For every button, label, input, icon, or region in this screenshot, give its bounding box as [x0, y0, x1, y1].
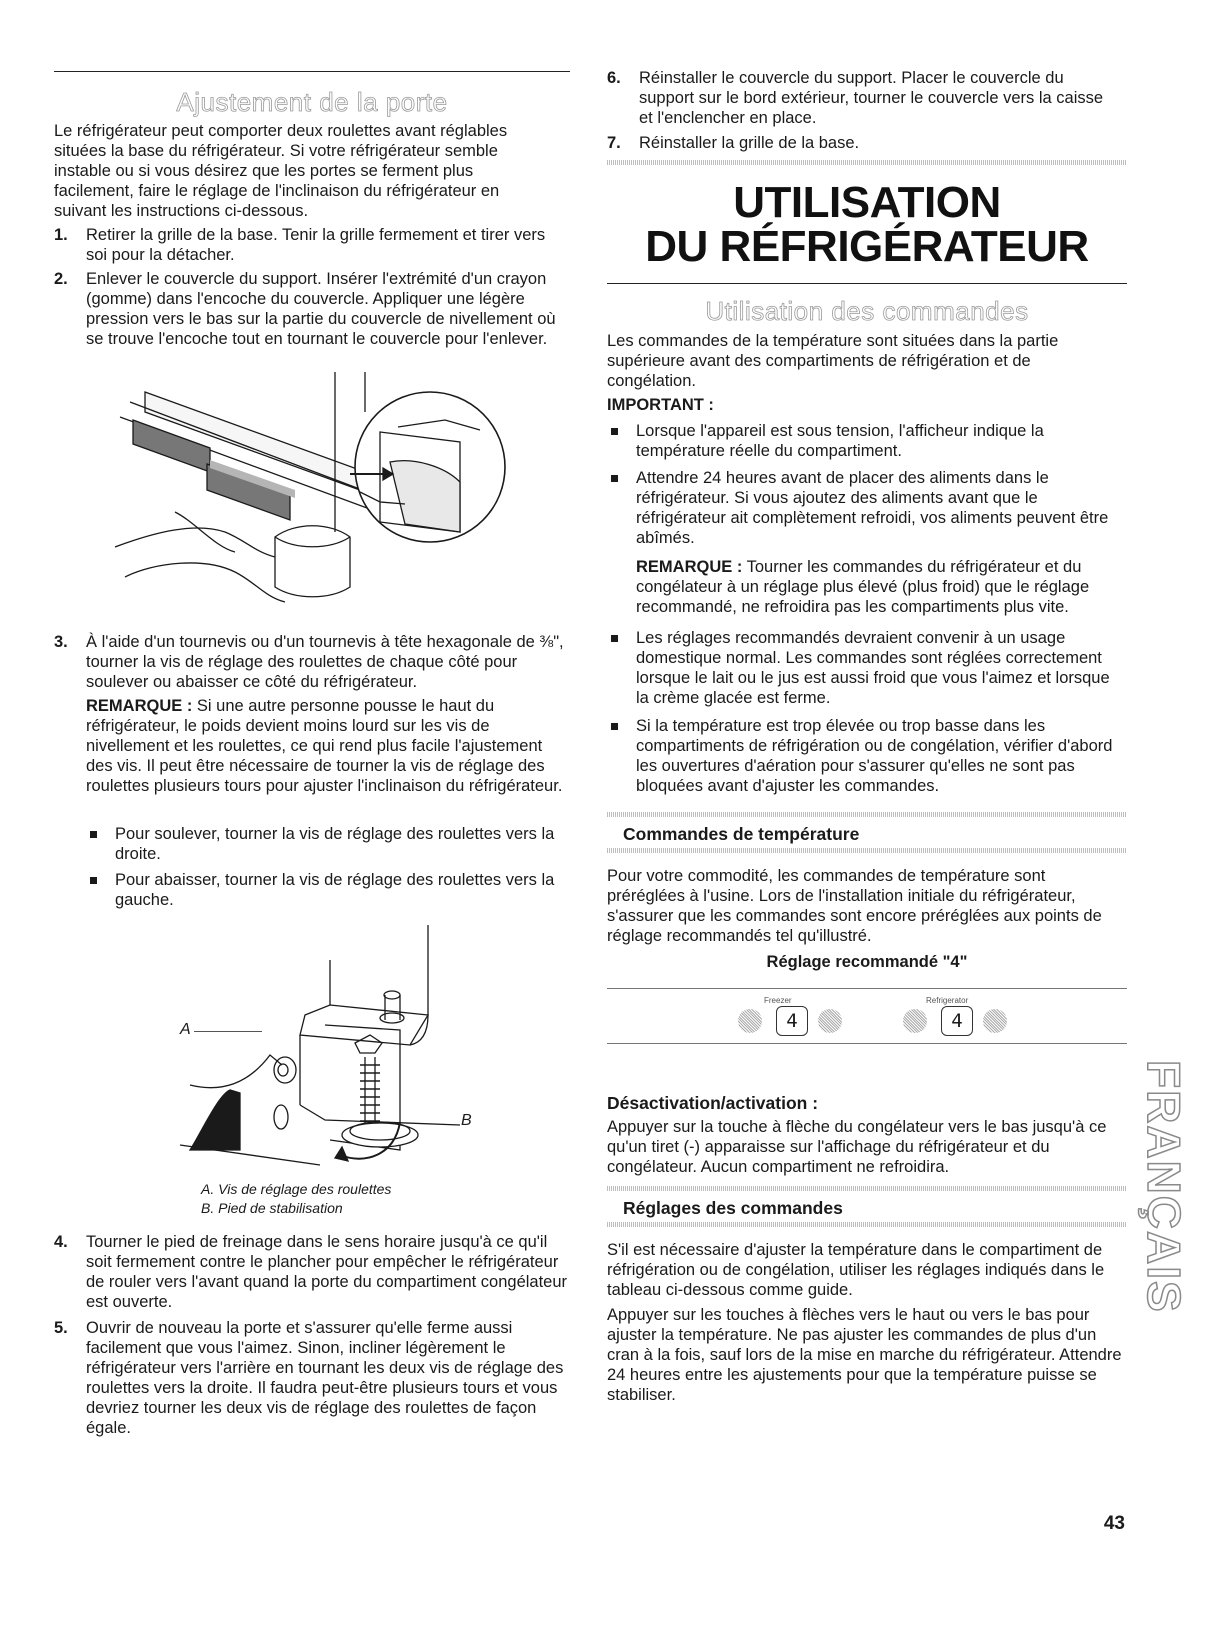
refrigerator-up-arrow-icon[interactable]: [983, 1009, 1007, 1033]
step-3-number: 3.: [54, 633, 68, 651]
language-side-tab-text: FRANÇAIS: [1138, 1060, 1190, 1314]
leveling-screw-illustration: [170, 925, 490, 1175]
hatch-divider: [607, 1186, 1127, 1191]
refrigerator-display: 4: [941, 1006, 973, 1036]
important-remark: [636, 557, 1121, 617]
important-bullet-2: Attendre 24 heures avant de placer des aliments dans le réfrigérateur. Si vous ajoutez des aliments avant que le réfrigérateur ait complètement refroidi, vos aliments peuvent être abîmés.: [636, 469, 1109, 547]
settings-paragraph-1: S'il est nécessaire d'ajuster la température dans le compartiment de réfrigération ou de congélation, utiliser les réglages indiqués dans le tableau ci-dessous comme guide.: [607, 1241, 1105, 1299]
refrigerator-label: Refrigerator: [926, 996, 969, 1005]
hatch-divider: [607, 812, 1127, 817]
temperature-paragraph: Pour votre commodité, les commandes de température sont préréglées à l'usine. Lors de l'installation initiale du réfrigérateur, s'assurer que les commandes sont encore préréglées aux points de réglage recommandés tel qu'illustré.: [607, 867, 1102, 945]
step-6-number: 6.: [607, 69, 621, 87]
bullet-marker: [611, 428, 618, 435]
hatch-divider: [607, 1222, 1127, 1227]
caption-b: B. Pied de stabilisation: [201, 1200, 343, 1216]
bullet-marker: [90, 877, 97, 884]
caption-a: A. Vis de réglage des roulettes: [201, 1181, 392, 1197]
step-4-text: Tourner le pied de freinage dans le sens horaire jusqu'à ce qu'il soit fermement contre le plancher pour empêcher le réfrigérateur de rouler vers l'avant quand la porte du compartiment congélateur est ouverte.: [86, 1233, 568, 1311]
section-title-controls: Utilisation des commandes: [705, 296, 1029, 326]
step-1-text: Retirer la grille de la base. Tenir la grille fermement et tirer vers soi pour la détacher.: [86, 226, 546, 264]
bullet-marker: [90, 831, 97, 838]
remark-text: Si une autre personne pousse le haut du réfrigérateur, le poids devient moins lourd sur les vis de nivellement et les roulettes, ce qui rend plus facile l'ajustement des vis. Il peut être nécessaire de tourner la vis de réglage des roulettes plusieurs tours pour ajuster l'inclinaison du réfrigérateur.: [86, 697, 563, 795]
freezer-control: [738, 1006, 848, 1036]
step-1-number: 1.: [54, 226, 68, 244]
right-section-rule: [607, 283, 1127, 284]
page-number: 43: [1103, 1513, 1125, 1534]
freezer-up-arrow-icon[interactable]: [818, 1009, 842, 1033]
step-4-number: 4.: [54, 1233, 68, 1251]
step-7-text: Réinstaller la grille de la base.: [639, 134, 860, 152]
freezer-down-arrow-icon[interactable]: [738, 1009, 762, 1033]
figure-label-a: A: [180, 1021, 191, 1038]
step-3-remark: [86, 696, 570, 796]
panel-top-line: [607, 988, 1127, 989]
bullet-lower: Pour abaisser, tourner la vis de réglage des roulettes vers la gauche.: [115, 871, 555, 909]
important-bullet-4: Si la température est trop élevée ou trop basse dans les compartiments de réfrigération ou de congélation, vérifier d'abord les ouvertures d'aération pour s'assurer qu'elles ne sont pas bloquées avant d'ajuster les commandes.: [636, 717, 1113, 795]
subsection-title-on-off: Désactivation/activation :: [607, 1093, 819, 1113]
step-3-text: À l'aide d'un tournevis ou d'un tournevis à tête hexagonale de ⅜", tourner la vis de réglage des roulettes de chaque côté pour soulever ou abaisser ce côté du réfrigérateur.: [86, 633, 564, 691]
language-side-tab: [1138, 1060, 1190, 1638]
chapter-title-line-1: UTILISATION: [733, 178, 1001, 227]
subsection-title-temperature: Commandes de température: [623, 824, 860, 844]
bullet-marker: [611, 723, 618, 730]
bullet-raise: Pour soulever, tourner la vis de réglage des roulettes vers la droite.: [115, 825, 555, 863]
intro-paragraph: Le réfrigérateur peut comporter deux roulettes avant réglables situées la base du réfrigérateur. Si votre réfrigérateur semble instable ou si vous désirez que les portes se ferment plus facilement, faire le réglage de l'inclinaison du réfrigérateur en suivant les instructions ci-dessous.: [54, 122, 508, 220]
hatch-divider: [607, 848, 1127, 853]
remark-text: Tourner les commandes du réfrigérateur et du congélateur à un réglage plus élevé (plus froid) que le réglage recommandé, ne refroidira pas les compartiments plus vite.: [636, 558, 1090, 616]
chapter-title-line-2: DU RÉFRIGÉRATEUR: [645, 222, 1089, 271]
section-title-door-adjust: Ajustement de la porte: [176, 87, 448, 117]
leader-line-a: [194, 1031, 262, 1032]
freezer-label: Freezer: [764, 996, 792, 1005]
recommended-setting-label: Réglage recommandé "4": [766, 953, 968, 971]
step-2-text: Enlever le couvercle du support. Insérer l'extrémité d'un crayon (gomme) dans l'encoche du couvercle. Appliquer une légère pression vers le bas sur la partie du couvercle de nivellement où se trouve l'encoche tout en tournant le couvercle pour l'enlever.: [86, 270, 556, 348]
important-label: IMPORTANT :: [607, 396, 714, 414]
step-2-number: 2.: [54, 270, 68, 288]
on-off-paragraph: Appuyer sur la touche à flèche du congélateur vers le bas jusqu'à ce qu'un tiret (-) apparaisse sur l'affichage du réfrigérateur et du congélateur. Aucun compartiment ne refroidira.: [607, 1118, 1107, 1176]
step-5-number: 5.: [54, 1319, 68, 1337]
subsection-title-settings: Réglages des commandes: [623, 1198, 843, 1218]
bullet-marker: [611, 475, 618, 482]
step-5-text: Ouvrir de nouveau la porte et s'assurer qu'elle ferme aussi facilement que vous l'aimez. Sinon, incliner légèrement le réfrigérateur vers l'arrière en tournant les deux vis de réglage des roulettes vers la droite. Il faudra peut-être plusieurs tours et vous devriez tourner les deux vis de réglage des roulettes de façon égale.: [86, 1319, 564, 1437]
left-top-rule: [54, 71, 570, 72]
panel-bottom-line: [607, 1043, 1127, 1044]
controls-intro: Les commandes de la température sont situées dans la partie supérieure avant des compartiments de réfrigération et de congélation.: [607, 332, 1059, 390]
cover-removal-illustration: [115, 372, 520, 614]
important-bullet-1: Lorsque l'appareil est sous tension, l'afficheur indique la température réelle du compartiment.: [636, 422, 1044, 460]
hatch-divider: [607, 160, 1127, 165]
figure-label-b: B: [461, 1112, 472, 1129]
freezer-display: 4: [776, 1006, 808, 1036]
bullet-marker: [611, 635, 618, 642]
remark-label: REMARQUE :: [636, 558, 743, 576]
step-7-number: 7.: [607, 134, 621, 152]
important-bullet-3: Les réglages recommandés devraient convenir à un usage domestique normal. Les commandes sont réglées correctement lorsque le lait ou le jus est aussi froid que vous l'aimez et lorsque la crème glacée est ferme.: [636, 629, 1110, 707]
settings-paragraph-2: Appuyer sur les touches à flèches vers le haut ou vers le bas pour ajuster la température. Ne pas ajuster les commandes de plus d'un cran à la fois, sauf lors de la mise en marche du réfrigérateur. Attendre 24 heures entre les ajustements pour que la température puisse se stabiliser.: [607, 1306, 1122, 1404]
step-6-text: Réinstaller le couvercle du support. Placer le couvercle du support sur le bord extérieur, tourner le couvercle vers la caisse et l'enclencher en place.: [639, 69, 1104, 127]
refrigerator-control: [903, 1006, 1013, 1036]
remark-label: REMARQUE :: [86, 697, 193, 715]
refrigerator-down-arrow-icon[interactable]: [903, 1009, 927, 1033]
